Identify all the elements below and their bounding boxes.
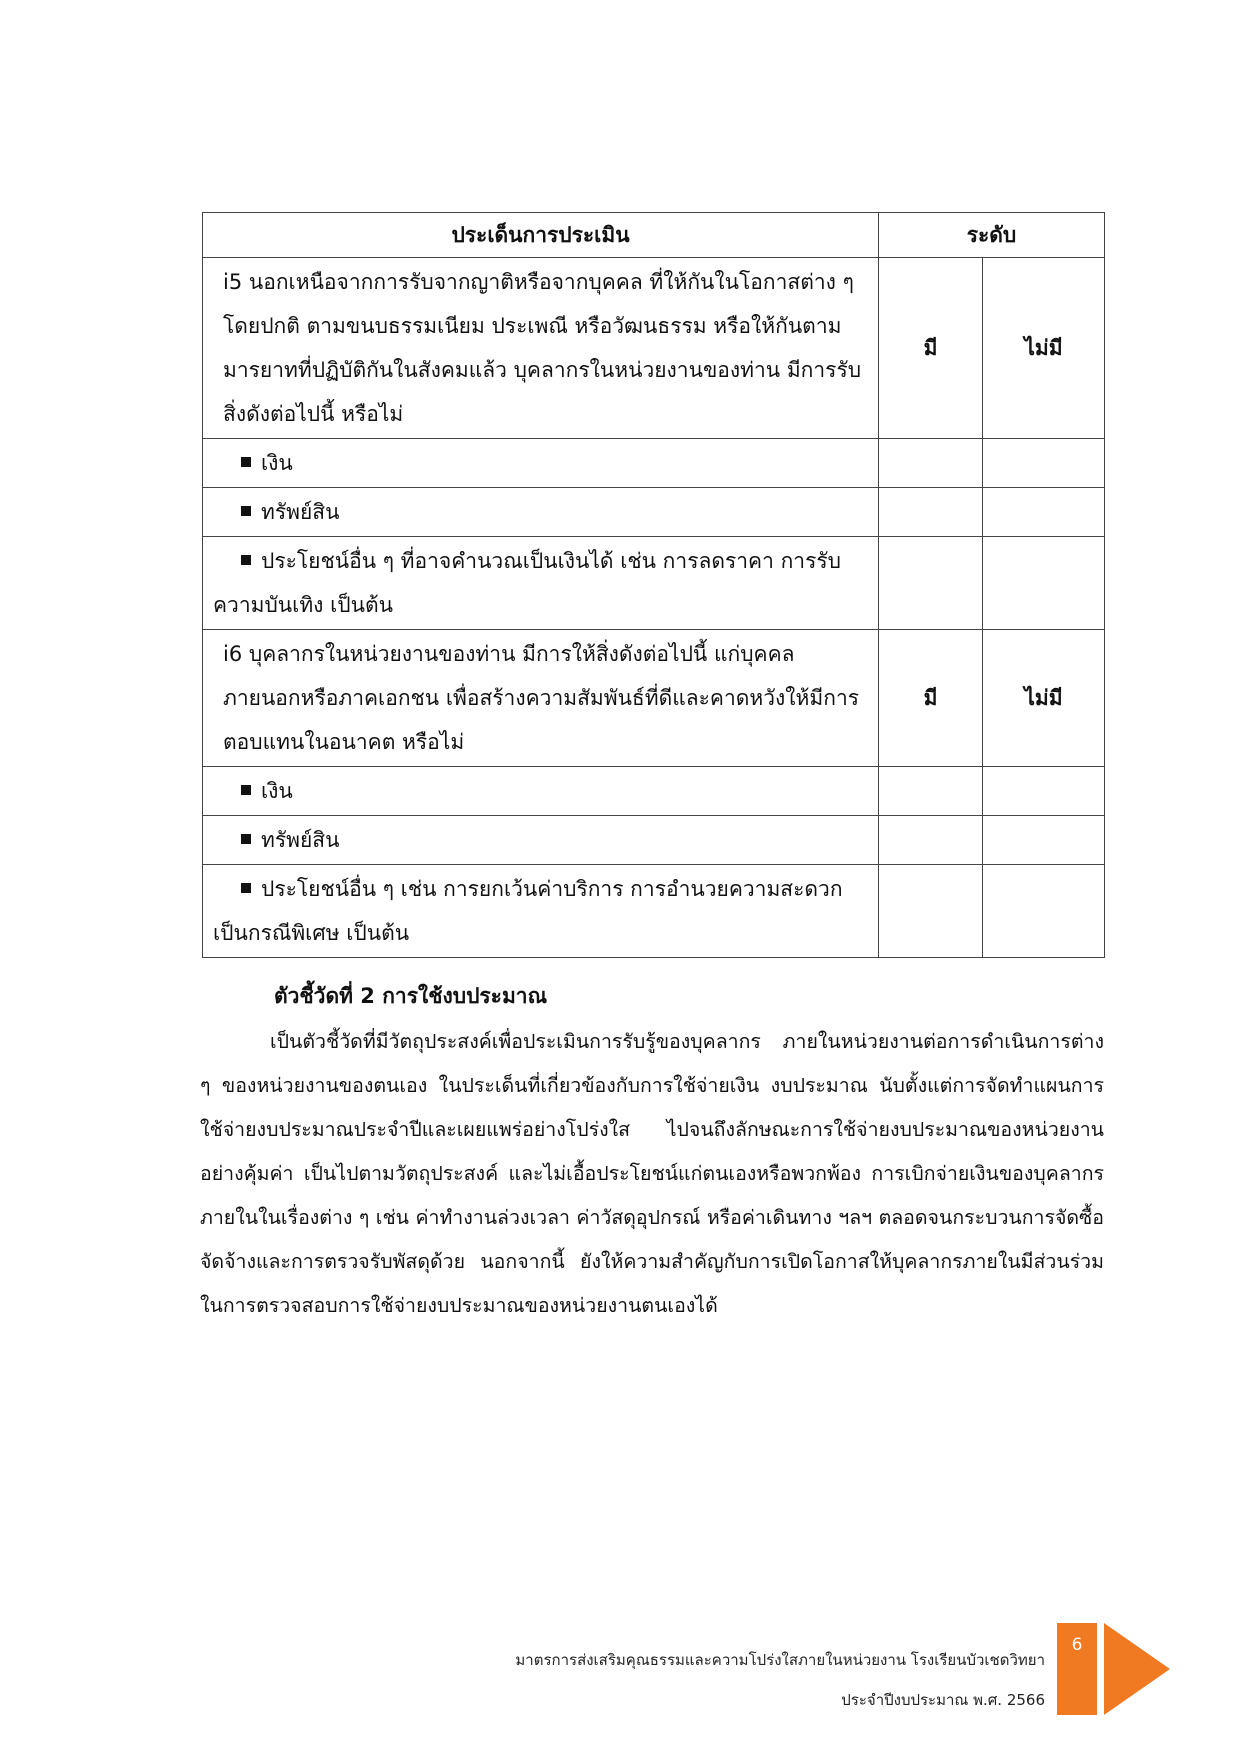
list-item: เงิน — [203, 767, 879, 816]
indicator-paragraph: เป็นตัวชี้วัดที่มีวัตถุประสงค์เพื่อประเมินการรับรู้ของบุคลากร ภายในหน่วยงานต่อการดำเนินการต่าง ๆ ของหน่วยงานของตนเอง ในประเด็นที่เกี่ยวข้องกับการใช้จ่ายเงิน งบประมาณ นับตั้งแต่การจัดทำแผนการใช้จ่ายงบประมาณประจำปีและเผยแพร่อย่างโปร่งใส ไปจนถึงลักษณะการใช้จ่ายงบประมาณของหน่วยงานอย่างคุ้มค่า เป็นไปตามวัตถุประสงค์ และไม่เอื้อประโยชน์แก่ตนเองหรือพวกพ้อง การเบิกจ่ายเงินของบุคลากรภายในในเรื่องต่าง ๆ เช่น ค่าทำงานล่วงเวลา ค่าวัสดุอุปกรณ์ หรือค่าเดินทาง ฯลฯ ตลอดจนกระบวนการจัดซื้อจัดจ้างและการตรวจรับพัสดุด้วย นอกจากนี้ ยังให้ความสำคัญกับการเปิดโอกาสให้บุคลากรภายในมีส่วนร่วมในการตรวจสอบการใช้จ่ายงบประมาณของหน่วยงานตนเองได้ — [200, 1030, 1104, 1317]
check-cell-yes — [879, 488, 983, 537]
footer-text — [515, 1640, 1045, 1720]
check-cell-yes — [879, 767, 983, 816]
check-cell-yes — [879, 865, 983, 958]
check-cell-no — [983, 439, 1105, 488]
page-number-badge: 6 — [1057, 1623, 1097, 1715]
check-cell-no — [983, 816, 1105, 865]
check-cell-no — [983, 537, 1105, 630]
question-row-i6 — [203, 630, 1105, 767]
footer-line-2: ประจำปีงบประมาณ พ.ศ. 2566 — [841, 1691, 1045, 1709]
arrow-right-icon — [1104, 1623, 1170, 1715]
level-yes-i6: มี — [879, 630, 983, 767]
table-row — [203, 865, 1105, 958]
square-bullet-icon — [241, 457, 251, 467]
assessment-table — [202, 212, 1105, 958]
list-item: ประโยชน์อื่น ๆ ที่อาจคำนวณเป็นเงินได้ เช่น การลดราคา การรับความบันเทิง เป็นต้น — [203, 537, 879, 630]
square-bullet-icon — [241, 834, 251, 844]
check-cell-yes — [879, 439, 983, 488]
check-cell-no — [983, 865, 1105, 958]
square-bullet-icon — [241, 555, 251, 565]
check-cell-no — [983, 767, 1105, 816]
list-item: ทรัพย์สิน — [203, 816, 879, 865]
table-header-row — [203, 213, 1105, 258]
table-row — [203, 488, 1105, 537]
footer-line-1: มาตรการส่งเสริมคุณธรรมและความโปร่งใสภายในหน่วยงาน โรงเรียนบัวเชดวิทยา — [515, 1651, 1045, 1669]
level-yes-i5: มี — [879, 258, 983, 439]
level-no-i6: ไม่มี — [983, 630, 1105, 767]
square-bullet-icon — [241, 785, 251, 795]
question-row-i5 — [203, 258, 1105, 439]
list-item: ประโยชน์อื่น ๆ เช่น การยกเว้นค่าบริการ การอำนวยความสะดวกเป็นกรณีพิเศษ เป็นต้น — [203, 865, 879, 958]
square-bullet-icon — [241, 506, 251, 516]
table-row — [203, 537, 1105, 630]
table-row — [203, 816, 1105, 865]
list-item: เงิน — [203, 439, 879, 488]
indicator-title: ตัวชี้วัดที่ 2 การใช้งบประมาณ — [274, 984, 548, 1008]
table-row — [203, 767, 1105, 816]
list-item: ทรัพย์สิน — [203, 488, 879, 537]
header-topic: ประเด็นการประเมิน — [203, 213, 879, 258]
question-text-i5: i5 นอกเหนือจากการรับจากญาติหรือจากบุคคล ที่ให้กันในโอกาสต่าง ๆ โดยปกติ ตามขนบธรรมเนียม ประเพณี หรือวัฒนธรรม หรือให้กันตามมารยาทที่ปฏิบัติกันในสังคมแล้ว บุคลากรในหน่วยงานของท่าน มีการรับสิ่งดังต่อไปนี้ หรือไม่ — [203, 258, 879, 439]
check-cell-yes — [879, 537, 983, 630]
question-text-i6: i6 บุคลากรในหน่วยงานของท่าน มีการให้สิ่งดังต่อไปนี้ แก่บุคคล ภายนอกหรือภาคเอกชน เพื่อสร้างความสัมพันธ์ที่ดีและคาดหวังให้มีการตอบแทนในอนาคต หรือไม่ — [203, 630, 879, 767]
check-cell-no — [983, 488, 1105, 537]
check-cell-yes — [879, 816, 983, 865]
table-row — [203, 439, 1105, 488]
square-bullet-icon — [241, 883, 251, 893]
header-level: ระดับ — [879, 213, 1105, 258]
level-no-i5: ไม่มี — [983, 258, 1105, 439]
